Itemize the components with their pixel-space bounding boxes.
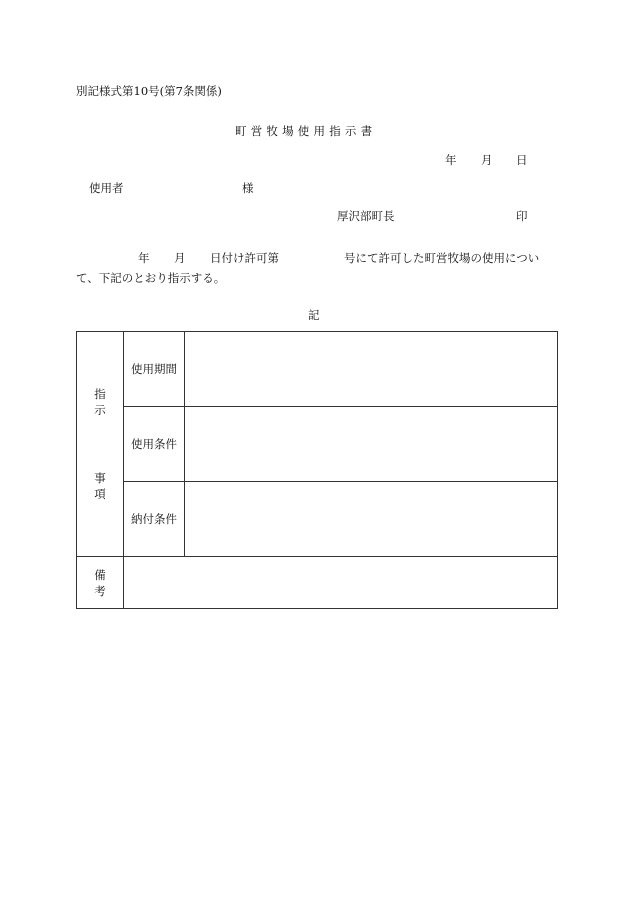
table-row [77,482,558,557]
row-value-conditions [185,407,558,482]
row-label-conditions: 使用条件 [124,407,185,482]
table-row [77,407,558,482]
ki-heading: 記 [308,308,320,322]
body-month: 月 [174,251,186,265]
row-value-payment [185,482,558,557]
body-day-text: 日付け許可第 [210,251,279,265]
issuer-seal: 印 [516,209,528,223]
table-row [77,557,558,609]
group-label-bottom: 事項 [94,471,118,501]
date-day: 日 [516,153,528,167]
date-year: 年 [445,153,457,167]
issuer-name: 厚沢部町長 [337,209,395,223]
remarks-label-cell [77,557,124,609]
instruction-table [76,331,558,609]
body-line-2: て、下記のとおり指示する。 [76,271,226,285]
document-title: 町営牧場使用指示書 [235,124,377,138]
body-year: 年 [138,251,150,265]
addressee-suffix: 様 [242,181,254,195]
date-month: 月 [481,153,493,167]
remarks-value [124,557,558,609]
row-label-period: 使用期間 [124,332,185,407]
instruction-items-label [77,332,124,557]
addressee-label: 使用者 [89,181,124,195]
remarks-label: 備考 [94,567,118,598]
table-row [77,332,558,407]
row-label-payment: 納付条件 [124,482,185,557]
group-label-top: 指示 [94,387,118,417]
form-header: 別記様式第10号(第7条関係) [76,84,222,98]
row-value-period [185,332,558,407]
body-tail: 号にて許可した町営牧場の使用につい [344,251,540,265]
